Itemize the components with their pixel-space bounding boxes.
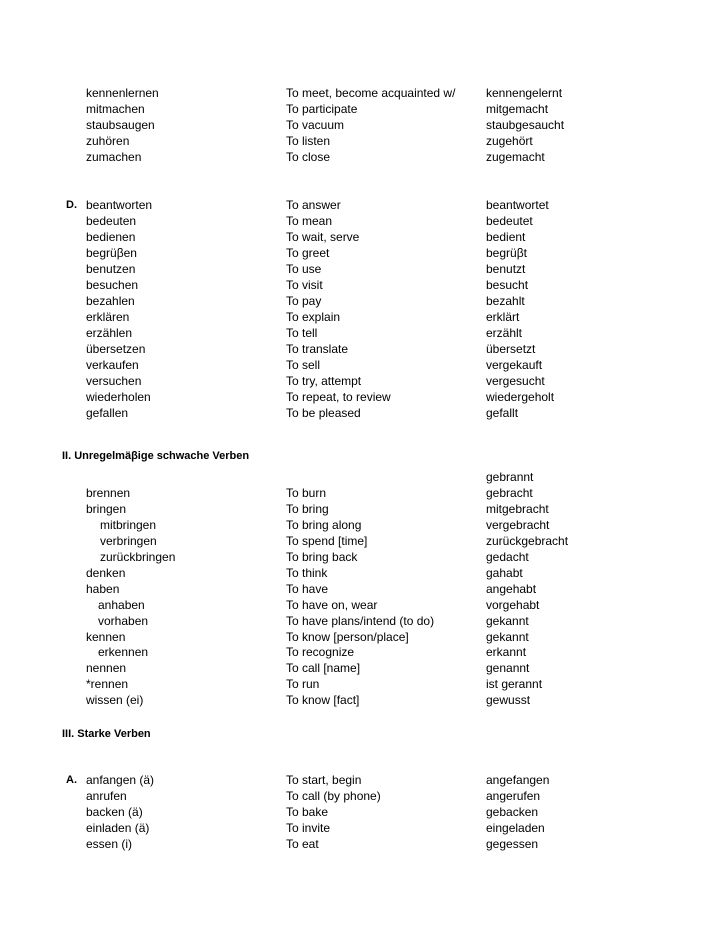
participle: angefangen: [486, 773, 550, 787]
table-row: [0, 660, 728, 676]
table-row: [0, 325, 728, 341]
participle: angehabt: [486, 582, 537, 596]
table-row: [0, 676, 728, 692]
verb: wissen (ei): [86, 693, 144, 707]
participle: benutzt: [486, 262, 526, 276]
verb: gefallen: [86, 406, 129, 420]
meaning: To mean: [286, 214, 333, 228]
participle: mitgebracht: [486, 502, 549, 516]
verb: bedienen: [86, 230, 136, 244]
verb: kennen: [86, 630, 126, 644]
participle: gebracht: [486, 486, 533, 500]
participle: vergesucht: [486, 374, 545, 388]
verb: anfangen (ä): [86, 773, 155, 787]
participle: mitgemacht: [486, 102, 549, 116]
verb: zuhören: [86, 134, 130, 148]
participle: gefallt: [486, 406, 519, 420]
meaning: To invite: [286, 821, 331, 835]
section-heading: II. Unregelmäβige schwache Verben: [62, 450, 250, 462]
verb: besuchen: [86, 278, 139, 292]
meaning: To bake: [286, 805, 329, 819]
participle: gebacken: [486, 805, 539, 819]
table-row: [0, 245, 728, 261]
participle: erkannt: [486, 645, 527, 659]
verb: anhaben: [98, 598, 145, 612]
section-heading: III. Starke Verben: [62, 728, 151, 740]
participle: erzählt: [486, 326, 523, 340]
verb: mitbringen: [100, 518, 157, 532]
participle: genannt: [486, 661, 530, 675]
table-row: [0, 117, 728, 133]
table-row: [0, 772, 728, 788]
table-row: [0, 261, 728, 277]
meaning: To eat: [286, 837, 319, 851]
meaning: To run: [286, 677, 320, 691]
verb: backen (ä): [86, 805, 143, 819]
table-row: [0, 213, 728, 229]
participle: beantwortet: [486, 198, 549, 212]
participle: gekannt: [486, 614, 529, 628]
participle: zugemacht: [486, 150, 545, 164]
participle: gewusst: [486, 693, 531, 707]
table-row: [0, 533, 728, 549]
verb: übersetzen: [86, 342, 146, 356]
meaning: To call [name]: [286, 661, 361, 675]
meaning: To bring along: [286, 518, 362, 532]
participle: angerufen: [486, 789, 541, 803]
verb: erzählen: [86, 326, 133, 340]
participle: eingeladen: [486, 821, 545, 835]
table-row: [0, 613, 728, 629]
meaning: To vacuum: [286, 118, 345, 132]
verb: anrufen: [86, 789, 127, 803]
participle: gegessen: [486, 837, 539, 851]
table-row: [0, 597, 728, 613]
participle: bedient: [486, 230, 526, 244]
participle: vergekauft: [486, 358, 543, 372]
table-row: [0, 629, 728, 645]
table-row: [0, 804, 728, 820]
verb: bringen: [86, 502, 127, 516]
table-row: [0, 549, 728, 565]
verb: denken: [86, 566, 126, 580]
meaning: To wait, serve: [286, 230, 360, 244]
table-row: [0, 149, 728, 165]
table-row: [0, 389, 728, 405]
meaning: To know [fact]: [286, 693, 360, 707]
verb: verkaufen: [86, 358, 139, 372]
participle: zugehört: [486, 134, 533, 148]
verb: erklären: [86, 310, 130, 324]
verb: zurückbringen: [100, 550, 176, 564]
table-row: [0, 836, 728, 852]
table-row: [0, 581, 728, 597]
table-row: [0, 501, 728, 517]
verb: benutzen: [86, 262, 136, 276]
table-row: [0, 197, 728, 213]
verb: versuchen: [86, 374, 142, 388]
meaning: To think: [286, 566, 328, 580]
meaning: To spend [time]: [286, 534, 368, 548]
meaning: To bring back: [286, 550, 358, 564]
participle: bezahlt: [486, 294, 525, 308]
participle: kennengelernt: [486, 86, 563, 100]
table-row: [0, 309, 728, 325]
participle: übersetzt: [486, 342, 536, 356]
meaning: To pay: [286, 294, 322, 308]
meaning: To call (by phone): [286, 789, 381, 803]
meaning: To visit: [286, 278, 323, 292]
verb: *rennen: [86, 677, 129, 691]
meaning: To meet, become acquainted w/: [286, 86, 456, 100]
meaning: To have plans/intend (to do): [286, 614, 435, 628]
table-row: [0, 485, 728, 501]
table-row: [0, 341, 728, 357]
table-row: [0, 85, 728, 101]
participle: vergebracht: [486, 518, 550, 532]
participle: besucht: [486, 278, 529, 292]
verb: haben: [86, 582, 120, 596]
participle: gahabt: [486, 566, 523, 580]
verb: verbringen: [100, 534, 157, 548]
verb: begrüβen: [86, 246, 137, 260]
table-row: [0, 405, 728, 421]
section-label: D.: [66, 199, 77, 211]
table-row: [0, 644, 728, 660]
verb: bedeuten: [86, 214, 137, 228]
participle: gekannt: [486, 630, 529, 644]
participle: zurückgebracht: [486, 534, 569, 548]
verb: zumachen: [86, 150, 142, 164]
meaning: To participate: [286, 102, 358, 116]
meaning: To try, attempt: [286, 374, 362, 388]
verb: brennen: [86, 486, 131, 500]
participle: erklärt: [486, 310, 520, 324]
verb: nennen: [86, 661, 127, 675]
meaning: To repeat, to review: [286, 390, 391, 404]
meaning: To greet: [286, 246, 330, 260]
meaning: To burn: [286, 486, 327, 500]
meaning: To use: [286, 262, 322, 276]
table-row: [0, 133, 728, 149]
meaning: To start, begin: [286, 773, 362, 787]
table-row: [0, 357, 728, 373]
verb: mitmachen: [86, 102, 145, 116]
meaning: To know [person/place]: [286, 630, 409, 644]
table-row: [0, 229, 728, 245]
participle: ist gerannt: [486, 677, 543, 691]
verb: kennenlernen: [86, 86, 159, 100]
verb: essen (i): [86, 837, 133, 851]
meaning: To sell: [286, 358, 321, 372]
meaning: To answer: [286, 198, 341, 212]
meaning: To tell: [286, 326, 318, 340]
meaning: To explain: [286, 310, 341, 324]
verb: wiederholen: [86, 390, 151, 404]
meaning: To translate: [286, 342, 349, 356]
verb: einladen (ä): [86, 821, 150, 835]
participle: wiedergeholt: [486, 390, 555, 404]
meaning: To have on, wear: [286, 598, 378, 612]
participle: staubgesaucht: [486, 118, 565, 132]
section-label: A.: [66, 774, 77, 786]
verb: staubsaugen: [86, 118, 155, 132]
table-row: [0, 820, 728, 836]
participle: begrüβt: [486, 246, 527, 260]
table-row: [0, 373, 728, 389]
meaning: To be pleased: [286, 406, 361, 420]
meaning: To close: [286, 150, 331, 164]
verb: beantworten: [86, 198, 153, 212]
table-row: [0, 692, 728, 708]
meaning: To bring: [286, 502, 329, 516]
verb: erkennen: [98, 645, 149, 659]
table-row: [0, 469, 728, 485]
table-row: [0, 565, 728, 581]
table-row: [0, 277, 728, 293]
participle: gebrannt: [486, 470, 534, 484]
table-row: [0, 788, 728, 804]
meaning: To have: [286, 582, 329, 596]
meaning: To listen: [286, 134, 331, 148]
participle: bedeutet: [486, 214, 533, 228]
participle: gedacht: [486, 550, 529, 564]
participle: vorgehabt: [486, 598, 540, 612]
verb: bezahlen: [86, 294, 135, 308]
table-row: [0, 101, 728, 117]
table-row: [0, 517, 728, 533]
verb: vorhaben: [98, 614, 149, 628]
meaning: To recognize: [286, 645, 355, 659]
table-row: [0, 293, 728, 309]
